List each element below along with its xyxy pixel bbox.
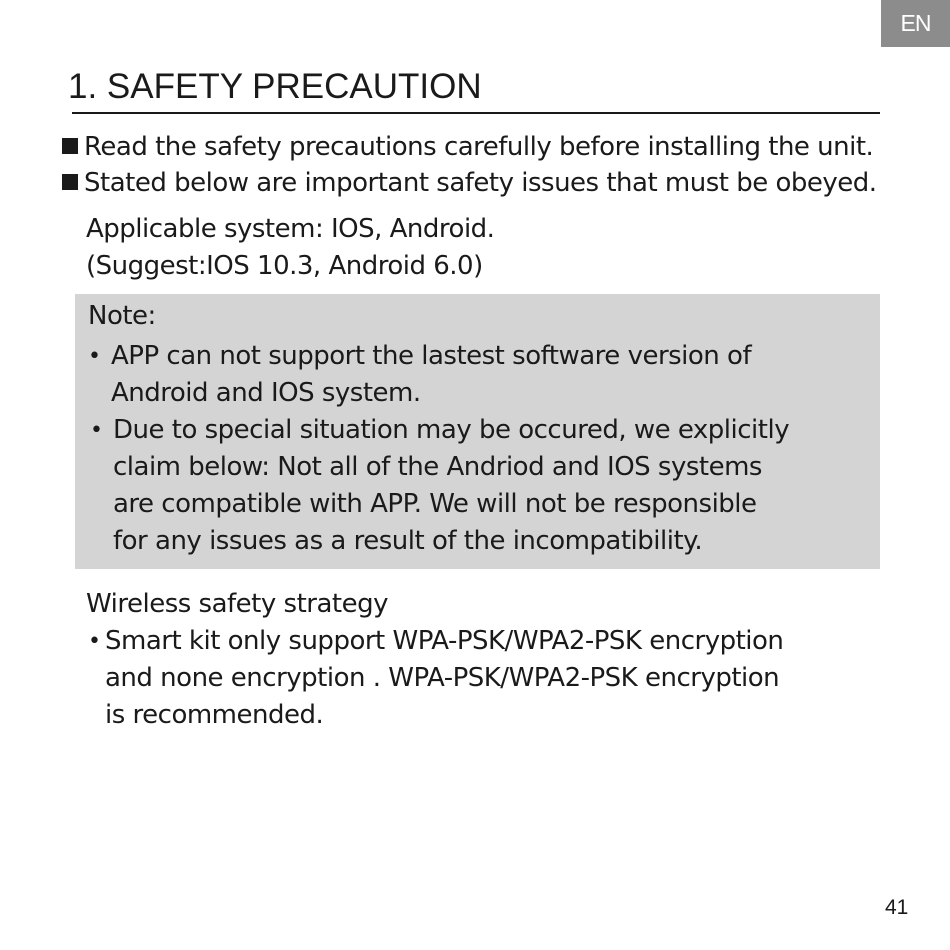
- precaution-item: [62, 131, 873, 163]
- wireless-item: [88, 623, 783, 734]
- note-item-line: for any issues as a result of the incompatibility.: [113, 526, 703, 556]
- note-item-line: Due to special situation may be occured, we explicitly: [113, 415, 790, 445]
- bullet-dot-icon: •: [90, 418, 103, 443]
- applicable-system: Applicable system: IOS, Android.: [86, 214, 495, 244]
- suggested-versions: (Suggest:IOS 10.3, Android 6.0): [86, 251, 483, 281]
- note-item-line: Android and IOS system.: [111, 378, 421, 408]
- title-underline: [72, 112, 880, 114]
- wireless-line: is recommended.: [105, 700, 324, 730]
- precaution-text: Read the safety precautions carefully before installing the unit.: [84, 132, 874, 162]
- square-bullet-icon: [62, 138, 78, 154]
- precaution-text: Stated below are important safety issues that must be obeyed.: [84, 168, 877, 198]
- note-heading: Note:: [88, 301, 156, 331]
- note-item-line: claim below: Not all of the Andriod and IOS systems: [113, 452, 762, 482]
- note-item: [88, 338, 751, 412]
- bullet-dot-icon: •: [88, 629, 101, 654]
- language-tab: EN: [881, 0, 950, 47]
- bullet-dot-icon: •: [88, 344, 101, 369]
- wireless-line: and none encryption . WPA-PSK/WPA2-PSK encryption: [105, 663, 780, 693]
- square-bullet-icon: [62, 174, 78, 190]
- note-item-line: are compatible with APP. We will not be responsible: [113, 489, 757, 519]
- page-title: 1. SAFETY PRECAUTION: [68, 67, 482, 106]
- wireless-heading: Wireless safety strategy: [86, 589, 388, 619]
- note-item-line: APP can not support the lastest software version of: [111, 341, 752, 371]
- note-item: [88, 412, 789, 560]
- precaution-item: [62, 167, 877, 199]
- page-number: 41: [885, 896, 909, 919]
- wireless-line: Smart kit only support WPA-PSK/WPA2-PSK encryption: [105, 626, 784, 656]
